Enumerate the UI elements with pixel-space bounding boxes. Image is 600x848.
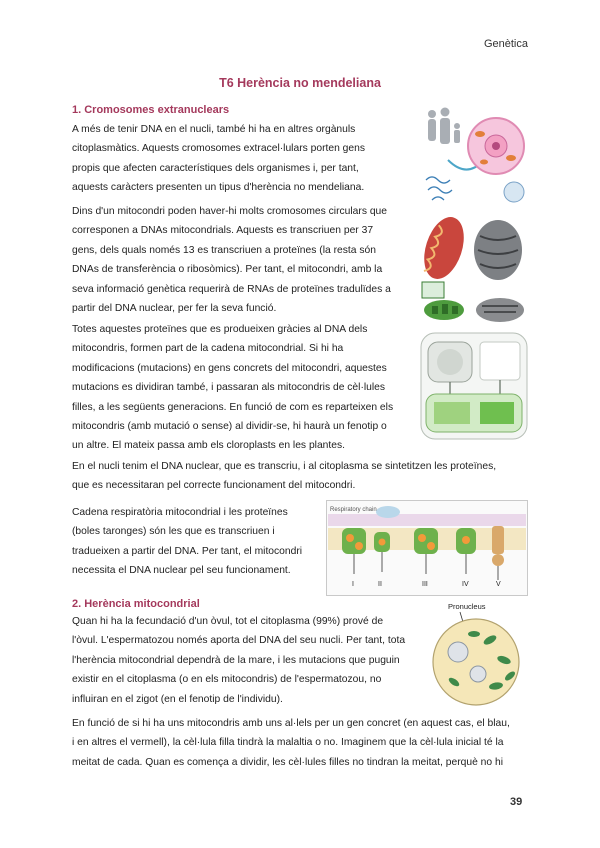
complex-III-icon — [414, 528, 438, 554]
text-line: mitocondris (amb mutació o sense) al dividir-se, hi haurà un fenotip o — [72, 421, 387, 433]
complex-V-icon — [492, 526, 504, 566]
section1-paragraph-4 — [72, 457, 528, 496]
text-line: modificacions (mutacions) en gens concrets del mitocondri, aquestes — [72, 362, 387, 374]
text-line: gens, dels quals només 13 es transcriuen a proteïnes (la resta són — [72, 244, 376, 256]
cell-icon — [468, 118, 524, 174]
text-line: l'herència mitocondrial dependrà de la mare, i les mutacions que puguin — [72, 654, 400, 666]
intermembrane-band — [328, 514, 526, 526]
section2-heading: 2. Herència mitocondrial — [72, 598, 200, 610]
figure-organelles — [418, 206, 530, 328]
section2-paragraph-2 — [72, 714, 528, 772]
complex-label: IV — [462, 581, 469, 588]
text-line: necessita el DNA nuclear pel seu funcionament. — [72, 565, 291, 577]
text-line: que es necessitaran pel correcte funcionament del mitocondri. — [72, 480, 356, 492]
section1-paragraph-3 — [72, 320, 408, 456]
text-line: propis que afecten característiques dels organismes i, per tant, — [72, 162, 359, 174]
text-line: A més de tenir DNA en el nucli, també hi ha en altres orgànuls — [72, 124, 356, 135]
pronucleus-icon — [448, 642, 468, 662]
respiratory-chain-label: Respiratory chain — [330, 507, 377, 513]
text-line: l'òvul. L'espermatozou només aporta del DNA del seu nucli. Per tant, tota — [72, 635, 406, 647]
complex-label: V — [496, 581, 501, 588]
text-line: DNAs de transferència o ribosòmics). Per tant, el mitocondri, amb la — [72, 264, 383, 276]
figure-cell-inheritance — [418, 100, 530, 208]
text-line: partir del DNA nuclear, per fer la seva funció. — [72, 303, 277, 315]
section1-paragraph-1 — [72, 120, 408, 198]
text-line: citoplasmàtics. Aquests cromosomes extracel·lulars porten gens — [72, 143, 366, 155]
import-complex-icon — [376, 506, 400, 518]
text-line: En el nucli tenim el DNA nuclear, que es transcriu, i al citoplasma se sintetitzen les proteïnes, — [72, 461, 497, 472]
text-line: existir en el citoplasma (o en els mitocondris) de l'espermatozou, no — [72, 674, 382, 686]
text-line: mutacions es dividiran també, i passaran als mitocondris de cèl·lules — [72, 382, 386, 394]
text-line: meitat de cada. Quan es comença a dividir, les cèl·lules filles no tindran la meitat, perquè no hi — [72, 756, 503, 768]
header-subject: Genètica — [483, 38, 528, 50]
text-line: influiran en el zigot (en el fenotip de l'individu). — [72, 693, 283, 705]
figure-respiratory-chain — [326, 500, 528, 596]
text-line: Totes aquestes proteïnes que es produeixen gràcies al DNA dels — [72, 324, 368, 335]
pronucleus-icon — [470, 666, 486, 682]
figure-zygote — [424, 600, 530, 708]
text-line: Quan hi ha la fecundació d'un òvul, tot el citoplasma (99%) prové de — [72, 616, 384, 627]
text-line: Cadena respiratòria mitocondrial i les proteïnes — [72, 507, 288, 518]
text-line: Dins d'un mitocondri poden haver-hi molts cromosomes circulars que — [72, 206, 388, 217]
complex-I-icon — [342, 528, 366, 554]
text-line: corresponen a DNAs mitocondrials. Aquests es transcriuen per 37 — [72, 225, 374, 237]
figure-nuclear-mito-dna — [420, 332, 528, 440]
complex-II-icon — [374, 532, 390, 552]
text-line: seva informació genètica requerirà de RNAs de proteïnes tradulïdes a — [72, 283, 391, 295]
pronucleus-label: Pronucleus — [448, 602, 486, 611]
section1-paragraph-5 — [72, 503, 318, 581]
text-line: En funció de si hi ha uns mitocondris amb uns al·lels per un gen concret (en aquest cas, el blau, — [72, 718, 510, 729]
family-silhouette-icon — [428, 108, 460, 145]
mitochondrion-micrograph-icon — [474, 220, 522, 280]
text-line: mitocondris, formen part de la cadena mitocondrial. Si hi ha — [72, 343, 344, 355]
text-line: (boles taronges) són les que es transcriuen i — [72, 526, 275, 538]
chloroplast-micrograph-icon — [476, 298, 524, 322]
section1-paragraph-2 — [72, 202, 408, 318]
complex-label: III — [422, 581, 428, 588]
section2-paragraph-1 — [72, 612, 418, 709]
page-title: T6 Herència no mendeliana — [219, 76, 381, 90]
complex-label: I — [352, 581, 354, 588]
mitochondrion-icon — [418, 212, 471, 284]
chloroplast-icon — [422, 282, 464, 320]
complex-IV-icon — [456, 528, 476, 554]
text-line: filles, a les següents generacions. En funció de com es reparteixen els — [72, 401, 394, 413]
page-number: 39 — [510, 796, 523, 808]
section1-heading: 1. Cromosomes extranuclears — [72, 104, 230, 116]
mitochondria-zoom-icon — [504, 182, 524, 202]
text-line: tradueixen a partir del DNA. Per tant, el mitocondri — [72, 545, 303, 557]
dna-strands-icon — [426, 177, 452, 200]
complex-label: II — [378, 581, 382, 588]
text-line: un altre. El mateix passa amb els cloroplasts en les plantes. — [72, 440, 346, 452]
text-line: i en altres el vermell), la cèl·lula filla tindrà la malaltia o no. Imaginem que la cèl·lula inicial té la — [72, 737, 504, 749]
text-line: aquests caràcters presenten un tipus d'herència no mendeliana. — [72, 182, 365, 194]
